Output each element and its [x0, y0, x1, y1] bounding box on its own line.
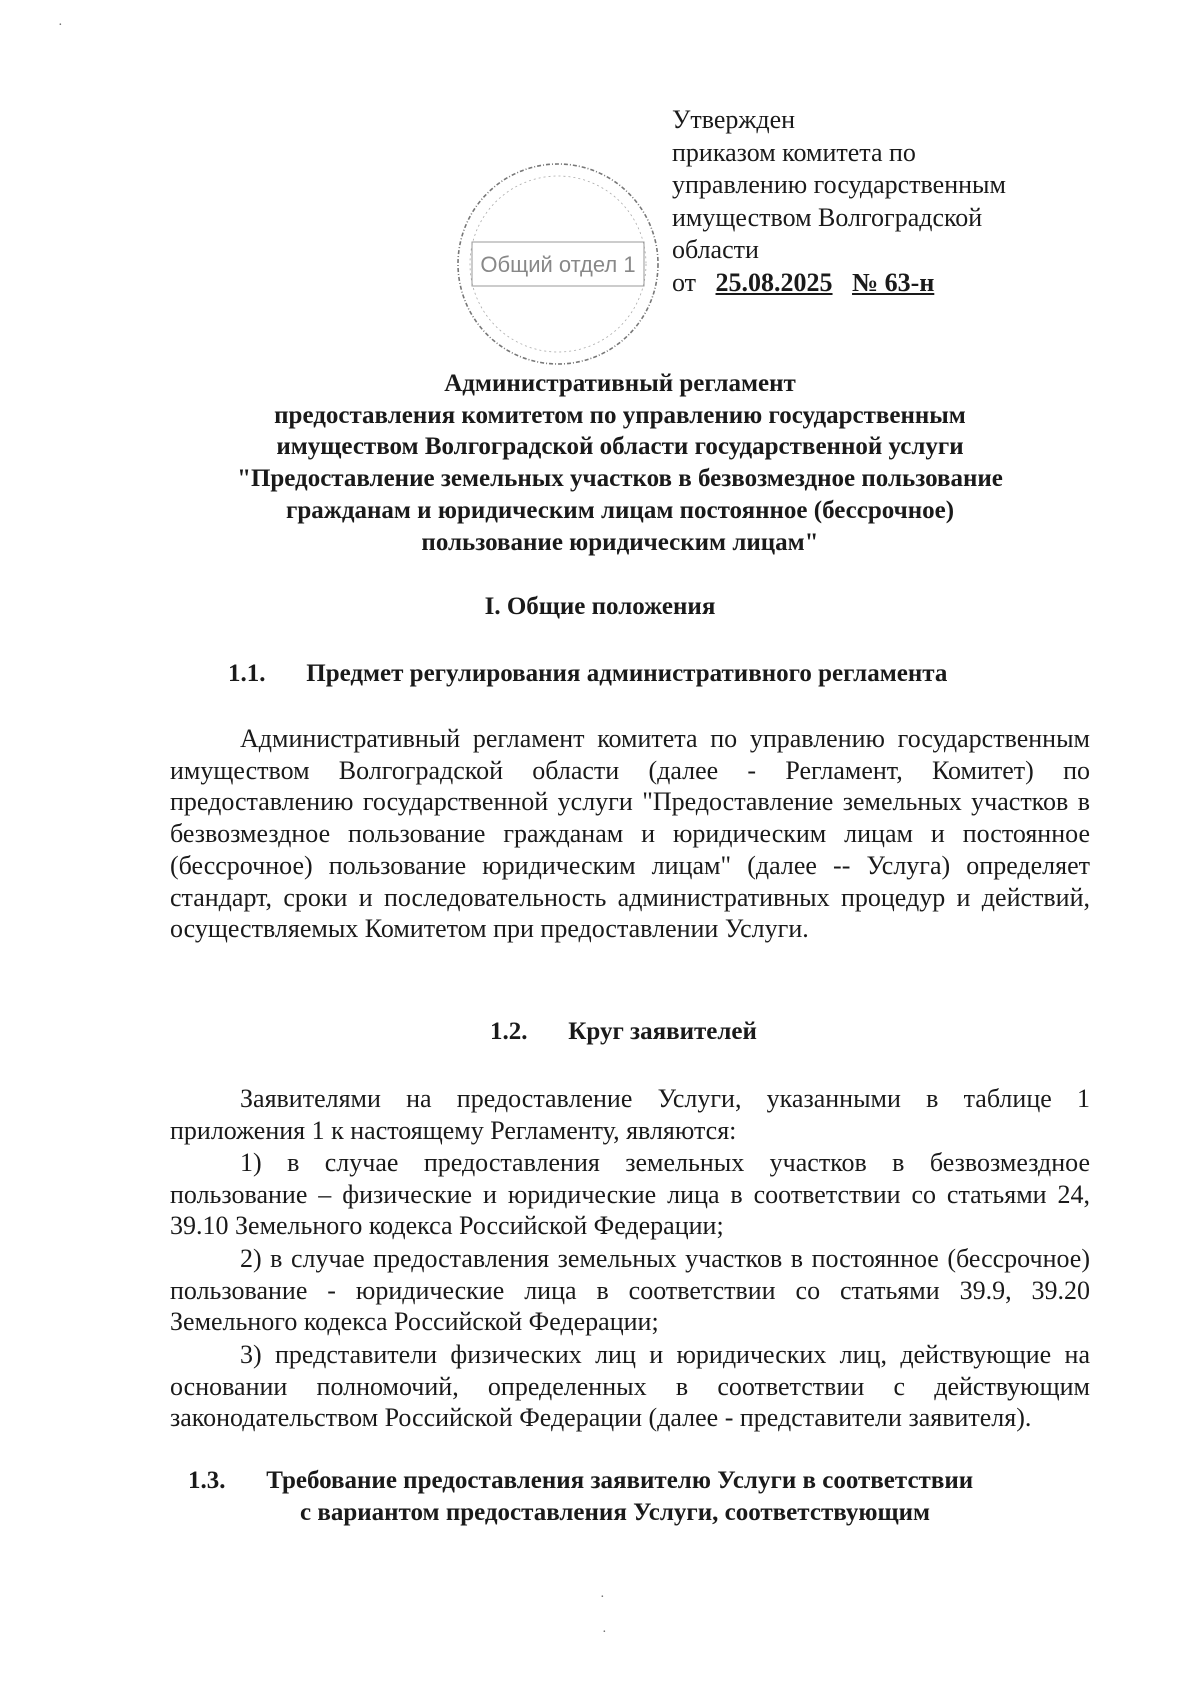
subsection-title: Предмет регулирования административного регламента: [306, 660, 948, 687]
subsection-heading-1-3-cont: с вариантом предоставления Услуги, соответствующим: [300, 1499, 931, 1526]
stamp-text: Общий отдел 1: [480, 252, 636, 277]
paragraph-1-1: Административный регламент комитета по управлению государственным имуществом Волгоградской области (далее - Регламент, Комитет) по предоставлению государственной услуги "Предоставление земельных участков в безвозмездное пользование гражданам и юридическим лицам и постоянное (бессрочное) пользование юридическим лицам" (далее -- Услуга) определяет стандарт, сроки и последовательность административных процедур и действий, осуществляемых Комитетом при предоставлении Услуги.: [170, 724, 1090, 944]
list-item: 2) в случае предоставления земельных участков в постоянное (бессрочное) пользование - юридические лица в соответствии со статьями 39.9, 39.20 Земельного кодекса Российской Федерации;: [170, 1244, 1090, 1337]
approval-line: области: [672, 235, 759, 264]
title-line: предоставления комитетом по управлению государственным: [274, 401, 966, 429]
scan-speck: ·: [600, 1590, 605, 1605]
subsection-title: Круг заявителей: [568, 1018, 757, 1045]
scan-speck: ·: [58, 18, 63, 33]
approval-line: Утвержден: [672, 105, 796, 134]
title-line: пользование юридическим лицам": [421, 528, 819, 556]
subsection-title: Требование предоставления заявителю Услуги в соответствии: [266, 1467, 974, 1494]
approval-date: 25.08.2025: [715, 267, 833, 297]
title-line: гражданам и юридическим лицам постоянное (бессрочное): [285, 496, 955, 524]
subsection-heading-1-2: [490, 1018, 757, 1046]
approval-line: управлению государственным: [672, 170, 1006, 199]
subsection-number: 1.2.: [490, 1018, 528, 1045]
approval-number: № 63-н: [852, 267, 935, 297]
list-item: 3) представители физических лиц и юридических лиц, действующие на основании полномочий, определенных в соответствии с действующим законодательством Российской Федерации (далее - представители заявителя).: [170, 1340, 1090, 1433]
approval-date-line: [672, 267, 1052, 300]
subsection-number: 1.1.: [228, 660, 266, 687]
subsection-number: 1.3.: [188, 1467, 226, 1494]
title-line: "Предоставление земельных участков в безвозмездное пользование: [237, 465, 1003, 493]
subsection-heading-1-3: [188, 1467, 973, 1495]
date-prefix: от: [672, 267, 697, 297]
title-line: Административный регламент: [444, 370, 796, 397]
subsection-heading-1-1: [228, 660, 947, 688]
document-title: [170, 368, 1070, 558]
scan-speck: ·: [602, 1625, 607, 1640]
approval-line: имуществом Волгоградской: [672, 202, 983, 232]
approval-block: [672, 104, 1052, 299]
stamp-icon: [448, 154, 668, 374]
section-heading: I. Общие положения: [484, 593, 716, 620]
list-item: 1) в случае предоставления земельных участков в безвозмездное пользование – физические и юридические лица в соответствии со статьями 24, 39.10 Земельного кодекса Российской Федерации;: [170, 1148, 1090, 1241]
paragraph-1-2-intro: Заявителями на предоставление Услуги, указанными в таблице 1 приложения 1 к настоящему Регламенту, являются:: [170, 1084, 1090, 1145]
approval-line: приказом комитета по: [672, 137, 916, 167]
title-line: имуществом Волгоградской области государственной услуги: [276, 433, 964, 461]
